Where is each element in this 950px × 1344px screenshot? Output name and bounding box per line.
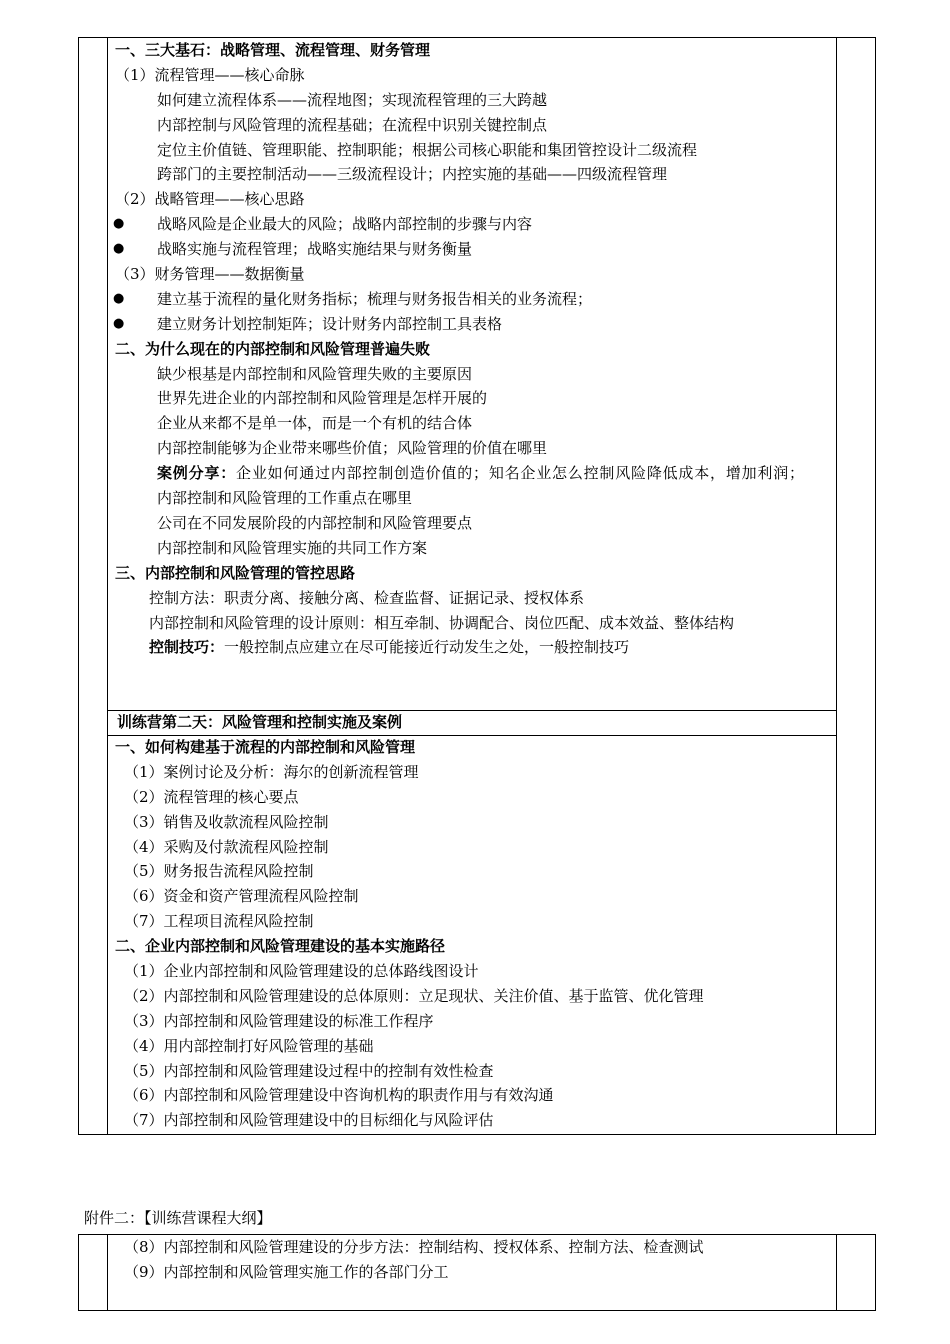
bullet-dot-icon: ● — [113, 290, 125, 306]
bullet-item — [107, 312, 837, 337]
line-text: （4）采购及付款流程风险控制 — [124, 837, 329, 856]
line-text: （6）内部控制和风险管理建设中咨询机构的职责作用与有效沟通 — [124, 1086, 554, 1105]
line-text: 控制方法：职责分离、接触分离、检查监督、证据记录、授权体系 — [149, 588, 585, 607]
bullet-item — [107, 212, 837, 237]
line-text: 定位主价值链、管理职能、控制职能；根据公司核心职能和集团管控设计二级流程 — [157, 140, 698, 159]
outline-item — [107, 511, 837, 536]
outline-item — [107, 810, 837, 835]
outline-item — [107, 411, 837, 436]
line-text: 二、企业内部控制和风险管理建设的基本实施路径 — [115, 937, 446, 956]
outline-item — [107, 984, 837, 1009]
outline-item — [107, 486, 837, 511]
outline-item — [107, 835, 837, 860]
line-text: 内部控制能够为企业带来哪些价值；风险管理的价值在哪里 — [157, 439, 548, 458]
outline-item — [107, 362, 837, 387]
line-text: （7）工程项目流程风险控制 — [124, 912, 314, 931]
outline-item — [107, 63, 837, 88]
outline-item — [107, 1009, 837, 1034]
outline-item — [107, 1083, 837, 1108]
bold-label: 案例分享： — [157, 464, 237, 483]
line-text: （2）流程管理的核心要点 — [124, 787, 299, 806]
control-tip-line — [107, 635, 837, 660]
line-text: （4）用内部控制打好风险管理的基础 — [124, 1036, 374, 1055]
attachment-heading: 附件二：【训练营课程大纲】 — [84, 1209, 272, 1227]
line-text: （8）内部控制和风险管理建设的分步方法：控制结构、授权体系、控制方法、检查测试 — [124, 1238, 704, 1256]
line-text: 公司在不同发展阶段的内部控制和风险管理要点 — [157, 513, 473, 532]
line-text: （2）内部控制和风险管理建设的总体原则：立足现状、关注价值、基于监管、优化管理 — [124, 986, 704, 1005]
line-text: 一般控制点应建立在尽可能接近行动发生之处，一般控制技巧 — [224, 638, 630, 657]
section-heading — [107, 38, 837, 63]
line-text: 世界先进企业的内部控制和风险管理是怎样开展的 — [157, 389, 488, 408]
outline-item — [107, 187, 837, 212]
outline-item — [107, 162, 837, 187]
section-heading — [107, 735, 837, 760]
line-text: 一、如何构建基于流程的内部控制和风险管理 — [115, 738, 416, 756]
line-text: 建立财务计划控制矩阵；设计财务内部控制工具表格 — [157, 314, 503, 333]
line-text: （3）销售及收款流程风险控制 — [124, 812, 329, 831]
section-day2-content — [107, 735, 837, 1133]
line-text: （9）内部控制和风险管理实施工作的各部门分工 — [124, 1262, 449, 1281]
bold-label: 控制技巧： — [149, 638, 225, 657]
line-text: 内部控制和风险管理实施的共同工作方案 — [157, 538, 428, 557]
line-text: （5）财务报告流程风险控制 — [124, 862, 314, 881]
line-text: （1）流程管理——核心命脉 — [115, 65, 305, 84]
line-text: 三、内部控制和风险管理的管控思路 — [115, 563, 356, 582]
case-share-line — [107, 461, 837, 486]
outline-item — [107, 586, 837, 611]
line-text: 内部控制和风险管理的工作重点在哪里 — [157, 489, 413, 508]
line-text: 企业从来都不是单一体，而是一个有机的结合体 — [157, 414, 473, 433]
bullet-item — [107, 287, 837, 312]
line-text: 一、三大基石：战略管理、流程管理、财务管理 — [115, 41, 431, 59]
bullet-dot-icon: ● — [113, 241, 125, 257]
bullet-item — [107, 237, 837, 262]
outline-item — [107, 760, 837, 785]
outline-item — [107, 436, 837, 461]
section-heading — [107, 337, 837, 362]
outline-item — [107, 785, 837, 810]
line-text: 企业如何通过内部控制创造价值的；知名企业怎么控制风险降低成本，增加利润； — [236, 464, 805, 483]
outline-item — [107, 386, 837, 411]
line-text: 如何建立流程体系——流程地图；实现流程管理的三大跨越 — [157, 90, 548, 109]
outline-item — [107, 1108, 837, 1133]
outline-item — [107, 138, 837, 163]
section-day1-content — [107, 38, 837, 660]
bullet-dot-icon: ● — [113, 315, 125, 331]
outline-table-page-1 — [78, 37, 876, 1135]
outline-item — [107, 262, 837, 287]
line-text: 缺少根基是内部控制和风险管理失败的主要原因 — [157, 364, 473, 383]
outline-table-page-2 — [78, 1234, 876, 1311]
bullet-dot-icon: ● — [113, 216, 125, 232]
line-text: （5）内部控制和风险管理建设过程中的控制有效性检查 — [124, 1061, 494, 1080]
day2-title: 训练营第二天：风险管理和控制实施及案例 — [117, 713, 403, 731]
line-text: 二、为什么现在的内部控制和风险管理普遍失败 — [115, 339, 431, 358]
line-text: （7）内部控制和风险管理建设中的目标细化与风险评估 — [124, 1111, 494, 1130]
line-text: （2）战略管理——核心思路 — [115, 190, 305, 209]
outline-item — [107, 611, 837, 636]
section-continued-content — [107, 1235, 837, 1285]
outline-item — [107, 1260, 837, 1285]
outline-item — [107, 1034, 837, 1059]
day2-title-row — [107, 710, 837, 735]
outline-item — [107, 113, 837, 138]
section-heading — [107, 934, 837, 959]
line-text: （1）案例讨论及分析：海尔的创新流程管理 — [124, 762, 419, 781]
outline-item — [107, 859, 837, 884]
line-text: 战略实施与流程管理；战略实施结果与财务衡量 — [157, 240, 473, 259]
line-text: （3）内部控制和风险管理建设的标准工作程序 — [124, 1011, 434, 1030]
line-text: 战略风险是企业最大的风险；战略内部控制的步骤与内容 — [157, 215, 533, 234]
line-text: 建立基于流程的量化财务指标；梳理与财务报告相关的业务流程； — [157, 289, 593, 308]
outline-item — [107, 884, 837, 909]
outline-item — [107, 909, 837, 934]
outline-item — [107, 88, 837, 113]
outline-item — [107, 536, 837, 561]
outline-item — [107, 1235, 837, 1260]
line-text: （6）资金和资产管理流程风险控制 — [124, 887, 359, 906]
line-text: 内部控制与风险管理的流程基础；在流程中识别关键控制点 — [157, 115, 548, 134]
line-text: （1）企业内部控制和风险管理建设的总体路线图设计 — [124, 962, 479, 981]
line-text: 跨部门的主要控制活动——三级流程设计；内控实施的基础——四级流程管理 — [157, 165, 668, 184]
line-text: （3）财务管理——数据衡量 — [115, 265, 305, 284]
line-text: 内部控制和风险管理的设计原则：相互牵制、协调配合、岗位匹配、成本效益、整体结构 — [149, 613, 735, 632]
outline-item — [107, 1059, 837, 1084]
section-heading — [107, 561, 837, 586]
outline-item — [107, 959, 837, 984]
